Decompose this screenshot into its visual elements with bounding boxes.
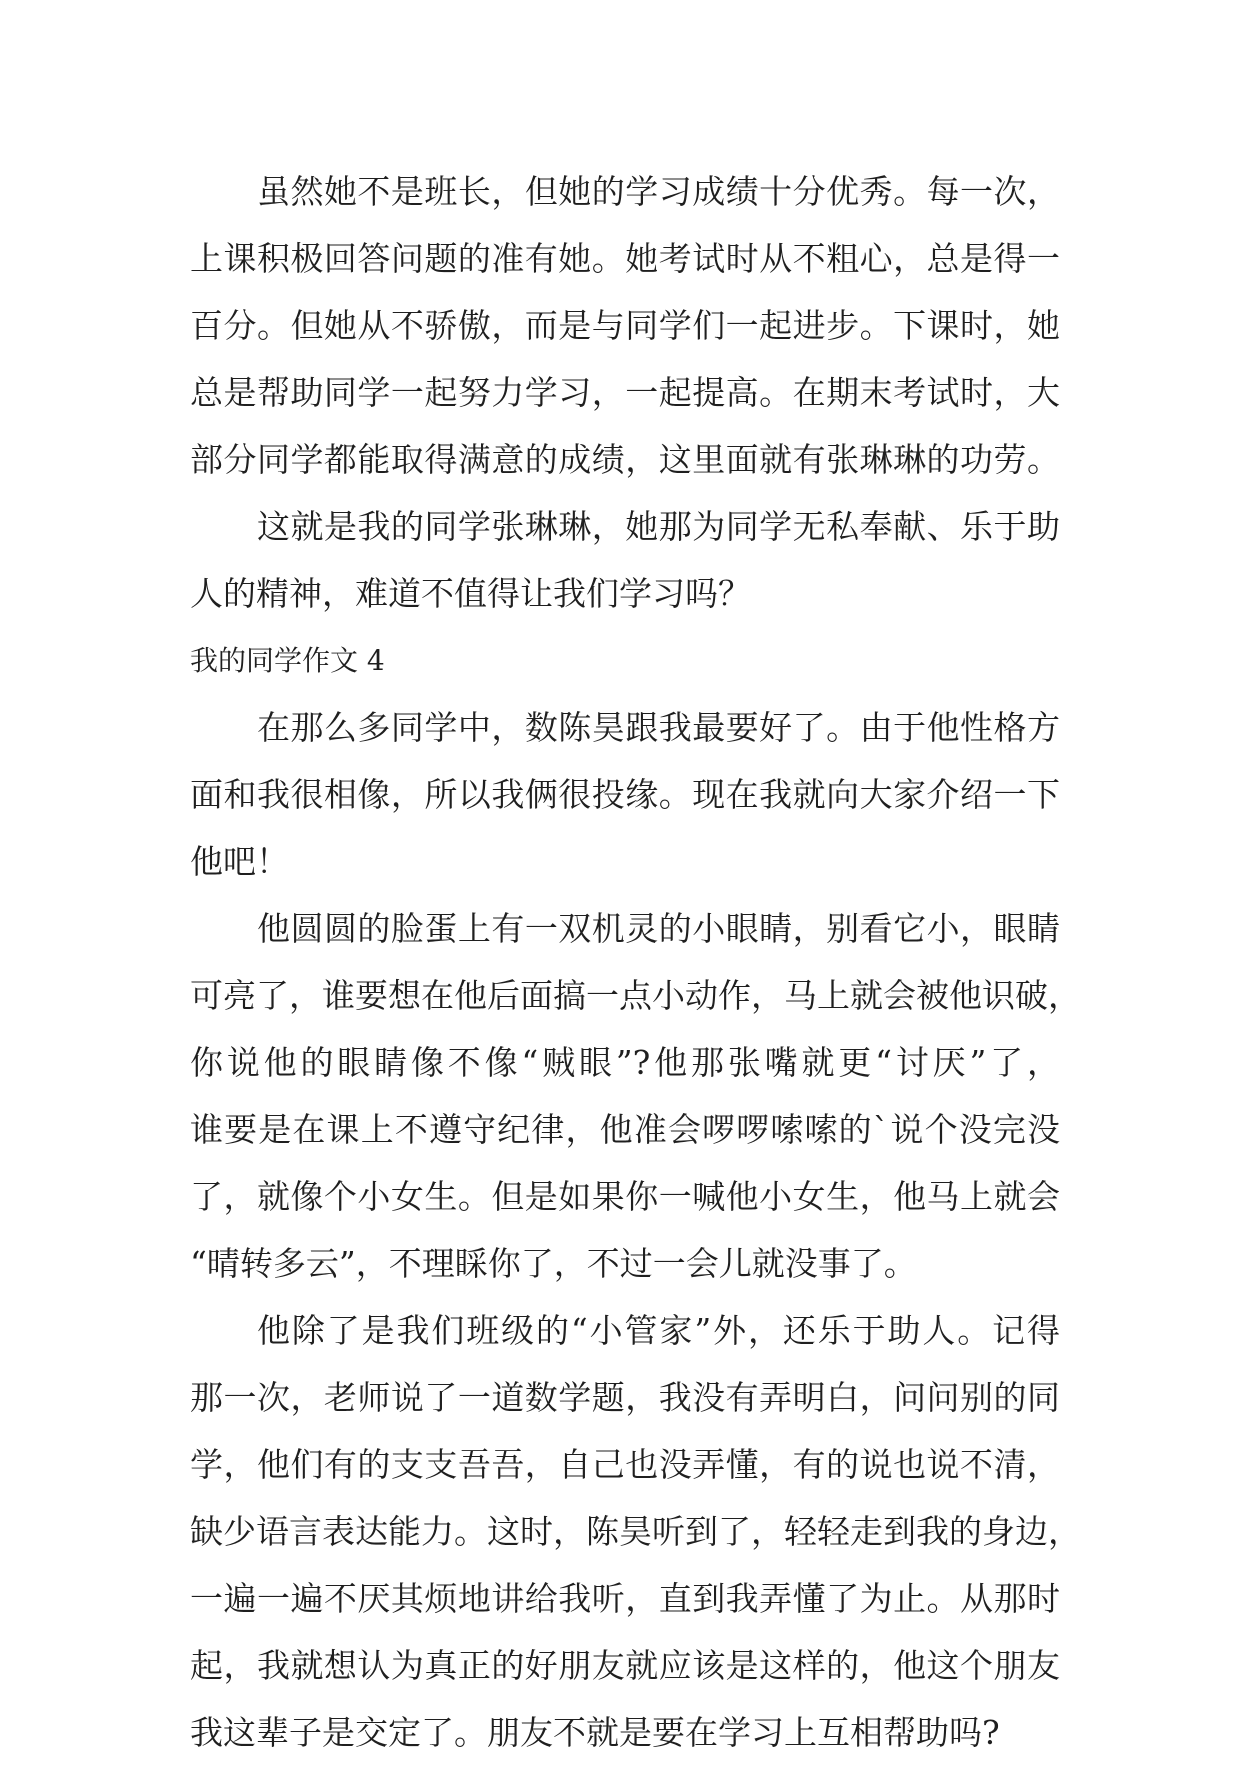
text-line: 面和我很相像，所以我俩很投缘。现在我就向大家介绍一下 [190, 775, 1060, 814]
text-line: 百分。但她从不骄傲，而是与同学们一起进步。下课时，她 [190, 306, 1060, 345]
text-line: 谁要是在课上不遵守纪律，他准会啰啰嗦嗦的`说个没完没 [190, 1110, 1060, 1149]
text-line: 在那么多同学中，数陈昊跟我最要好了。由于他性格方 [257, 708, 1060, 747]
section-heading: 我的同学作文 4 [190, 644, 385, 677]
text-line: 起，我就想认为真正的好朋友就应该是这样的，他这个朋友 [190, 1646, 1060, 1685]
text-line: 这就是我的同学张琳琳，她那为同学无私奉献、乐于助 [257, 507, 1060, 546]
text-line: 可亮了，谁要想在他后面搞一点小动作，马上就会被他识破， [190, 976, 1081, 1015]
text-line: 你说他的眼睛像不像“贼眼”?他那张嘴就更“讨厌”了， [190, 1043, 1060, 1082]
text-line: 人的精神，难道不值得让我们学习吗？ [190, 574, 751, 613]
text-line: 部分同学都能取得满意的成绩，这里面就有张琳琳的功劳。 [190, 440, 1060, 479]
text-line: 我这辈子是交定了。朋友不就是要在学习上互相帮助吗? [190, 1713, 1000, 1752]
text-line: 总是帮助同学一起努力学习，一起提高。在期末考试时，大 [190, 373, 1060, 412]
text-line: 上课积极回答问题的准有她。她考试时从不粗心，总是得一 [190, 239, 1060, 278]
text-line: 他圆圆的脸蛋上有一双机灵的小眼睛，别看它小，眼睛 [257, 909, 1060, 948]
text-line: 他除了是我们班级的“小管家”外，还乐于助人。记得 [257, 1311, 1060, 1350]
text-line: 他吧！ [190, 842, 289, 881]
text-line: 了，就像个小女生。但是如果你一喊他小女生，他马上就会 [190, 1177, 1060, 1216]
text-line: 虽然她不是班长，但她的学习成绩十分优秀。每一次， [257, 172, 1060, 211]
text-line: 学，他们有的支支吾吾，自己也没弄懂，有的说也说不清， [190, 1445, 1060, 1484]
text-line: 一遍一遍不厌其烦地讲给我听，直到我弄懂了为止。从那时 [190, 1579, 1060, 1618]
document-body [190, 158, 1081, 1766]
text-line: 那一次，老师说了一道数学题，我没有弄明白，问问别的同 [190, 1378, 1060, 1417]
text-line: 缺少语言表达能力。这时，陈昊听到了，轻轻走到我的身边， [190, 1512, 1081, 1551]
text-line: “晴转多云”，不理睬你了，不过一会儿就没事了。 [190, 1244, 917, 1283]
